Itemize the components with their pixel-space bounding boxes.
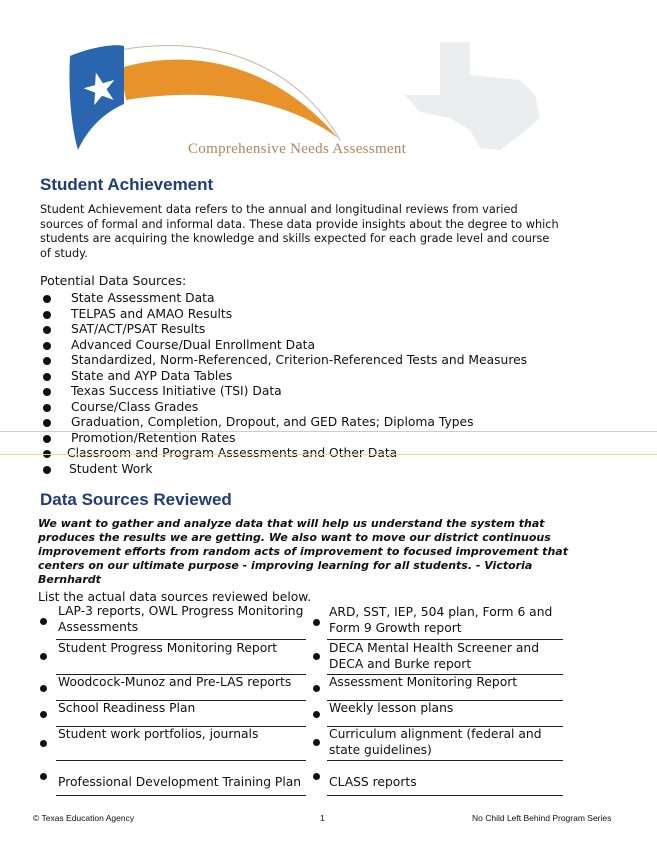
header-banner: [0, 0, 657, 165]
answer-line: [327, 795, 563, 796]
reviewed-source-left-3: Woodcock-Munoz and Pre-LAS reports: [38, 675, 310, 701]
list-item: Student Work: [40, 462, 527, 478]
answer-line: [56, 760, 306, 761]
bullet-icon: [43, 466, 51, 474]
texas-map-watermark: [405, 42, 540, 150]
list-item: TELPAS and AMAO Results: [40, 307, 527, 323]
list-item: SAT/ACT/PSAT Results: [40, 322, 527, 338]
bullet-icon: [313, 739, 320, 746]
bullet-icon: [313, 653, 320, 660]
bullet-icon: [313, 711, 320, 718]
bullet-icon: [40, 711, 47, 718]
quote-paragraph: We want to gather and analyze data that will help us understand the system that produces the results we are getting. We also want to move our district continuous improvement efforts from random acts of improvement to focused improvement that centers on our ultimate purpose - improving learning for all students. - Victoria Bernhardt: [38, 517, 568, 586]
bullet-icon: [43, 435, 51, 443]
bullet-icon: [43, 419, 51, 427]
reviewed-source-right-2: DECA Mental Health Screener and DECA and Burke report: [311, 641, 566, 675]
potential-sources-list: [40, 291, 527, 477]
answer-line: [327, 760, 563, 761]
list-item: Standardized, Norm-Referenced, Criterion-Referenced Tests and Measures: [40, 353, 527, 369]
footer-page-number: 1: [320, 813, 325, 823]
list-item: Classroom and Program Assessments and Other Data: [40, 446, 527, 462]
answer-line: [56, 639, 306, 640]
bullet-icon: [313, 619, 320, 626]
bullet-icon: [43, 295, 51, 303]
scan-line: [0, 454, 657, 455]
list-item: State Assessment Data: [40, 291, 527, 307]
footer-copyright: © Texas Education Agency: [33, 813, 135, 823]
bullet-icon: [40, 740, 47, 747]
bullet-icon: [40, 773, 47, 780]
header-title: Comprehensive Needs Assessment: [188, 141, 407, 157]
bullet-icon: [43, 373, 51, 381]
flag-orange-swoosh: [120, 60, 338, 138]
list-instructions: List the actual data sources reviewed below.: [38, 590, 312, 604]
bullet-icon: [43, 404, 51, 412]
list-item: Course/Class Grades: [40, 400, 527, 416]
bullet-icon: [43, 342, 51, 350]
reviewed-source-left-4: School Readiness Plan: [38, 701, 310, 727]
answer-line: [327, 639, 563, 640]
bullet-icon: [43, 357, 51, 365]
intro-paragraph: Student Achievement data refers to the annual and longitudinal reviews from varied sources of formal and informal data. These data provide insights about the degree to which students are acquiring the knowledge and skills expected for each grade level and course of study.: [40, 203, 559, 260]
potential-sources-label: Potential Data Sources:: [40, 273, 187, 288]
list-item: Advanced Course/Dual Enrollment Data: [40, 338, 527, 354]
list-item: Texas Success Initiative (TSI) Data: [40, 384, 527, 400]
scan-line: [0, 431, 657, 432]
section-heading-data-sources-reviewed: Data Sources Reviewed: [40, 490, 232, 509]
reviewed-source-right-5: Curriculum alignment (federal and state guidelines): [311, 727, 566, 761]
bullet-icon: [40, 618, 47, 625]
bullet-icon: [43, 326, 51, 334]
bullet-icon: [40, 653, 47, 660]
bullet-icon: [43, 388, 51, 396]
reviewed-source-right-6: CLASS reports: [311, 768, 566, 796]
list-item: Graduation, Completion, Dropout, and GED Rates; Diploma Types: [40, 415, 527, 431]
reviewed-source-right-3: Assessment Monitoring Report: [311, 675, 566, 701]
bullet-icon: [40, 685, 47, 692]
reviewed-source-left-2: Student Progress Monitoring Report: [38, 641, 310, 675]
bullet-icon: [43, 311, 51, 319]
reviewed-source-left-1: LAP-3 reports, OWL Progress Monitoring Assessments: [38, 604, 310, 640]
reviewed-source-right-1: ARD, SST, IEP, 504 plan, Form 6 and Form 9 Growth report: [311, 605, 566, 640]
list-item: Promotion/Retention Rates: [40, 431, 527, 447]
reviewed-source-left-5: Student work portfolios, journals: [38, 727, 310, 761]
bullet-icon: [313, 773, 320, 780]
list-item: State and AYP Data Tables: [40, 369, 527, 385]
answer-line: [56, 795, 306, 796]
section-heading-student-achievement: Student Achievement: [40, 175, 214, 194]
bullet-icon: [313, 685, 320, 692]
footer-series: No Child Left Behind Program Series: [472, 813, 612, 823]
reviewed-source-right-4: Weekly lesson plans: [311, 701, 566, 727]
reviewed-source-left-6: Professional Development Training Plan: [38, 768, 310, 796]
